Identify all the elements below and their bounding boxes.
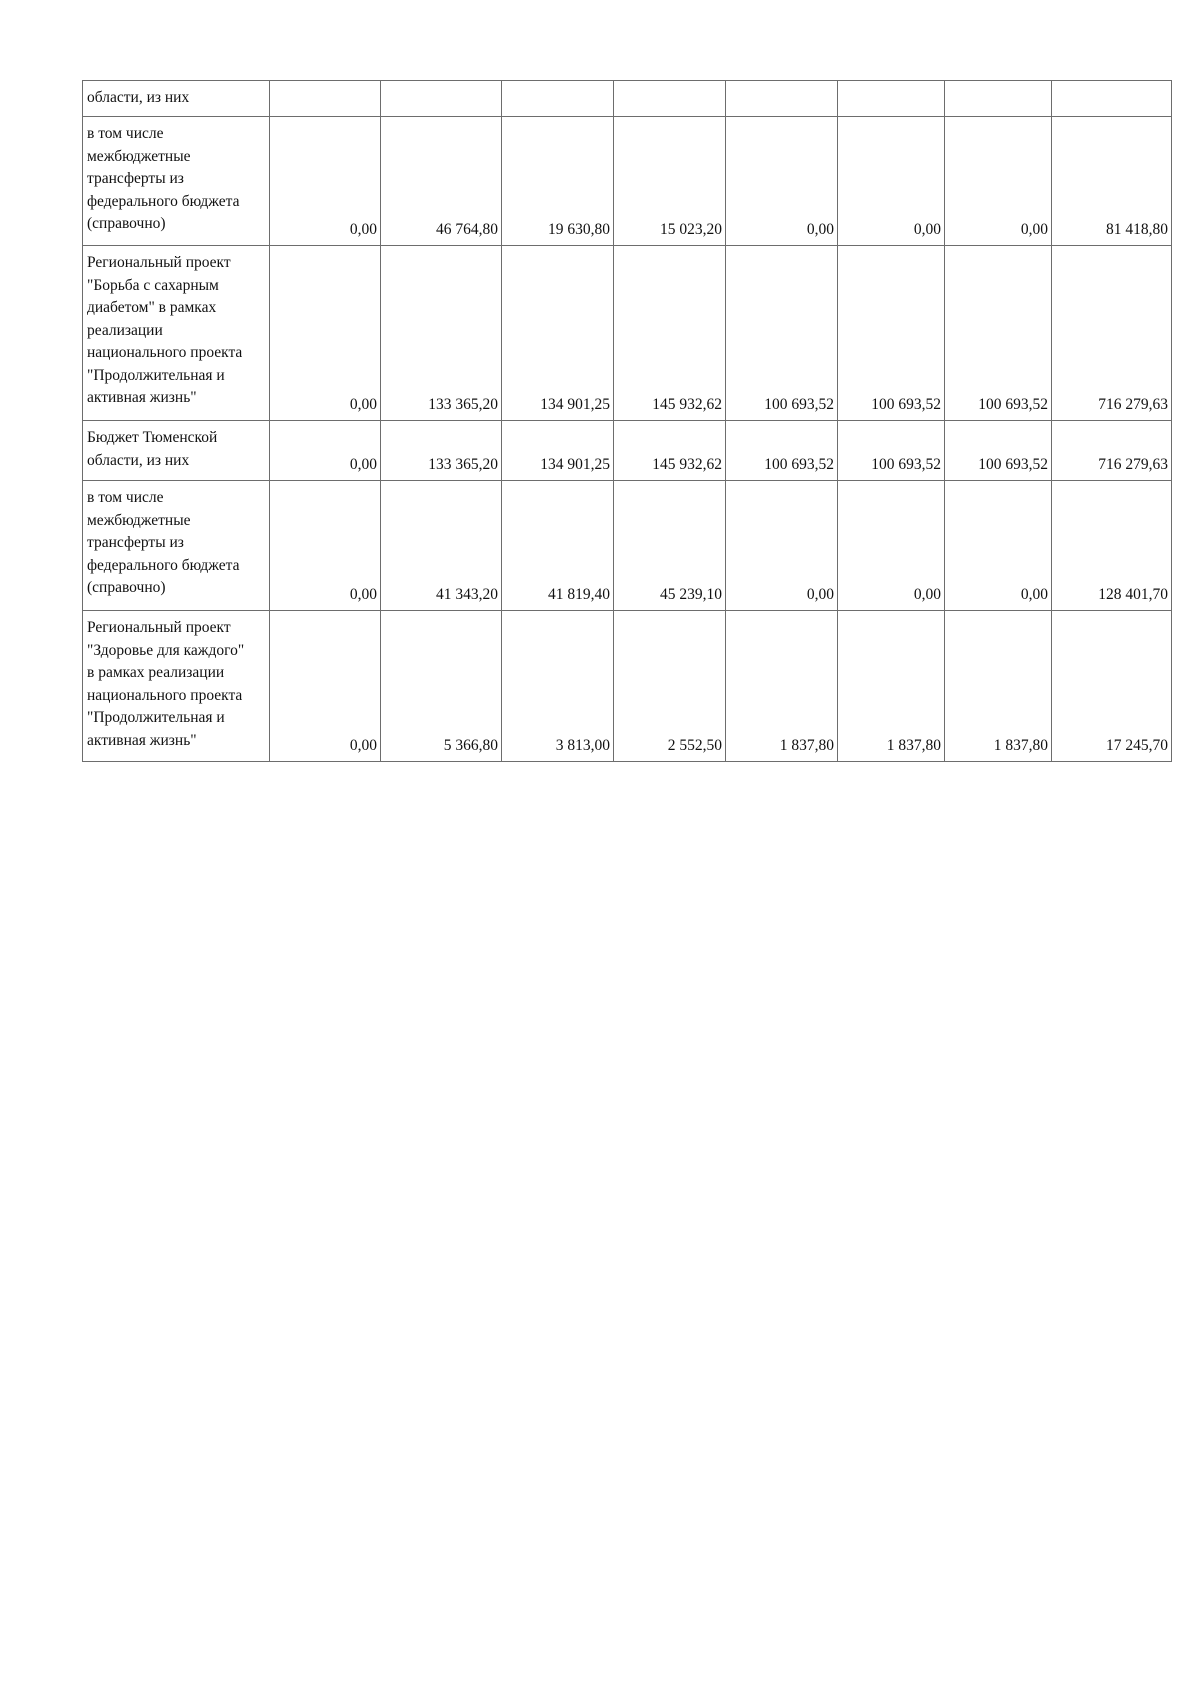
row-label: в том числе межбюджетные трансферты из федерального бюджета (справочно) — [83, 117, 270, 246]
table-cell: 41 343,20 — [381, 481, 502, 611]
table-cell: 0,00 — [270, 611, 381, 762]
table-cell: 0,00 — [726, 117, 838, 246]
table-cell-total: 716 279,63 — [1052, 421, 1172, 481]
table-cell: 0,00 — [270, 246, 381, 421]
table-cell: 41 819,40 — [502, 481, 614, 611]
table-row — [83, 421, 1172, 481]
table-cell: 100 693,52 — [726, 246, 838, 421]
table-cell: 5 366,80 — [381, 611, 502, 762]
table-cell — [614, 81, 726, 117]
table-cell: 134 901,25 — [502, 421, 614, 481]
table-cell: 1 837,80 — [726, 611, 838, 762]
table-cell: 145 932,62 — [614, 246, 726, 421]
table-cell: 0,00 — [838, 481, 945, 611]
table-row — [83, 246, 1172, 421]
row-label: Региональный проект "Здоровье для каждого" в рамках реализации национального проекта "Продолжительная и активная жизнь" — [83, 611, 270, 762]
row-label: в том числе межбюджетные трансферты из федерального бюджета (справочно) — [83, 481, 270, 611]
table-cell: 100 693,52 — [945, 246, 1052, 421]
table-row — [83, 611, 1172, 762]
table-cell: 1 837,80 — [838, 611, 945, 762]
table-cell: 0,00 — [270, 481, 381, 611]
table-cell: 0,00 — [945, 481, 1052, 611]
table-cell: 15 023,20 — [614, 117, 726, 246]
row-label: Региональный проект "Борьба с сахарным диабетом" в рамках реализации национального проекта "Продолжительная и активная жизнь" — [83, 246, 270, 421]
table-cell-total: 716 279,63 — [1052, 246, 1172, 421]
table-cell: 45 239,10 — [614, 481, 726, 611]
table-cell-total: 128 401,70 — [1052, 481, 1172, 611]
table-cell: 133 365,20 — [381, 246, 502, 421]
table-cell: 100 693,52 — [945, 421, 1052, 481]
table-cell — [270, 81, 381, 117]
table-cell: 0,00 — [726, 481, 838, 611]
table-cell: 0,00 — [270, 117, 381, 246]
table-cell: 0,00 — [270, 421, 381, 481]
table-cell: 145 932,62 — [614, 421, 726, 481]
table-cell: 3 813,00 — [502, 611, 614, 762]
table-cell: 134 901,25 — [502, 246, 614, 421]
table-cell-total: 81 418,80 — [1052, 117, 1172, 246]
table-cell-total — [1052, 81, 1172, 117]
budget-table — [82, 80, 1172, 762]
table-cell: 1 837,80 — [945, 611, 1052, 762]
row-label: области, из них — [83, 81, 270, 117]
table-row — [83, 81, 1172, 117]
table-cell: 133 365,20 — [381, 421, 502, 481]
table-cell — [945, 81, 1052, 117]
table-row — [83, 481, 1172, 611]
table-cell: 100 693,52 — [838, 421, 945, 481]
table-cell: 100 693,52 — [726, 421, 838, 481]
row-label: Бюджет Тюменской области, из них — [83, 421, 270, 481]
table-row — [83, 117, 1172, 246]
table-cell-total: 17 245,70 — [1052, 611, 1172, 762]
table-cell: 0,00 — [838, 117, 945, 246]
table-cell: 19 630,80 — [502, 117, 614, 246]
table-cell: 0,00 — [945, 117, 1052, 246]
table-cell — [838, 81, 945, 117]
table-cell: 2 552,50 — [614, 611, 726, 762]
table-cell — [381, 81, 502, 117]
table-cell: 100 693,52 — [838, 246, 945, 421]
table-cell — [502, 81, 614, 117]
table-cell: 46 764,80 — [381, 117, 502, 246]
table-cell — [726, 81, 838, 117]
